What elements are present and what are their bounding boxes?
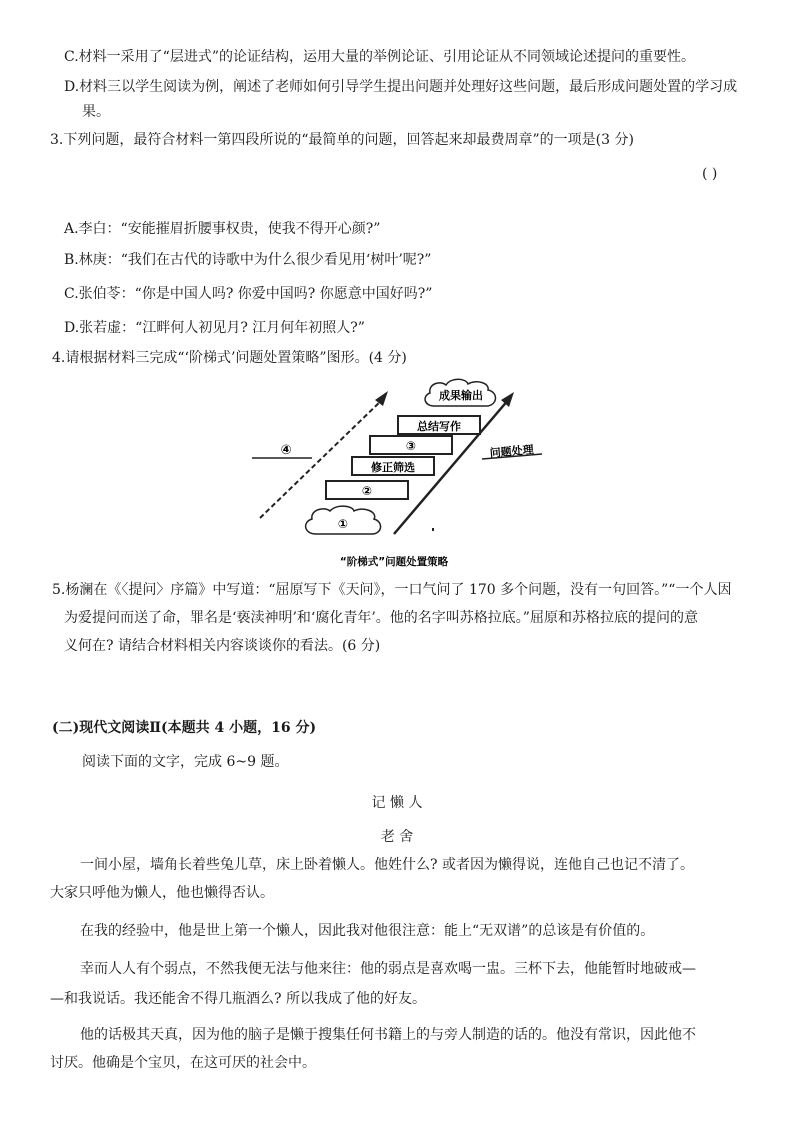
article-p1-line1: 一间小屋，墙角长着些兔儿草，床上卧着懒人。他姓什么? 或者因为懒得说，连他自己也记不清了。 xyxy=(80,857,694,873)
article-p3-line1: 幸而人人有个弱点，不然我便无法与他来往：他的弱点是喜欢喝一盅。三杯下去，他能暂时地破戒— xyxy=(80,961,696,977)
q2-option-c: C.材料一采用了“层进式”的论证结构，运用大量的举例论证、引用论证从不同领域论述提问的重要性。 xyxy=(64,49,695,65)
q3-option-b: B.林庚：“我们在古代的诗歌中为什么很少看见用‘树叶’呢?” xyxy=(64,252,432,268)
bottom-cloud-label: ① xyxy=(337,517,349,531)
right-label-problem-handling: 问题处理 xyxy=(489,443,535,460)
step-revise-filter-label: 修正筛选 xyxy=(371,461,415,474)
q3-stem: 3.下列问题，最符合材料一第四段所说的“最简单的问题，回答起来却最费周章”的一项是(3 分) xyxy=(50,132,634,148)
staircase-diagram-svg xyxy=(246,376,546,571)
q3-answer-bracket: ( ) xyxy=(702,166,718,182)
q5-line2: 为爱提问而送了命，罪名是‘亵渎神明’和‘腐化青年’。他的名字叫苏格拉底。”屈原和苏格拉底的提问的意 xyxy=(64,610,698,626)
article-p4-line1: 他的话极其天真，因为他的脑子是懒于搜集任何书籍上的与旁人制造的话的。他没有常识，因此他不 xyxy=(80,1027,696,1043)
q4-stem: 4.请根据材料三完成“‘阶梯式’问题处置策略”图形。(4 分) xyxy=(52,350,407,366)
step-3-label: ③ xyxy=(405,439,417,453)
q2-option-d-line2: 果。 xyxy=(82,104,110,120)
step-2-label: ② xyxy=(361,484,373,498)
step-summary-writing-label: 总结写作 xyxy=(417,420,461,433)
top-cloud-label: 成果输出 xyxy=(439,389,483,402)
article-title: 记 懒 人 xyxy=(371,795,423,811)
q3-option-c: C.张伯苓：“你是中国人吗? 你爱中国吗? 你愿意中国好吗?” xyxy=(64,286,433,302)
small-mark xyxy=(432,528,434,531)
staircase-diagram xyxy=(246,376,546,571)
left-label-4: ④ xyxy=(280,443,292,458)
article-p2: 在我的经验中，他是世上第一个懒人，因此我对他很注意：能上“无双谱”的总该是有价值的。 xyxy=(80,923,655,939)
q3-option-d: D.张若虚：“江畔何人初见月? 江月何年初照人?” xyxy=(64,320,365,336)
article-p4-line2: 讨厌。他确是个宝贝，在这可厌的社会中。 xyxy=(50,1055,316,1071)
article-author: 老 舍 xyxy=(380,829,414,845)
section2-heading: (二)现代文阅读Ⅱ(本题共 4 小题，16 分) xyxy=(52,720,317,736)
q2-option-d-line1: D.材料三以学生阅读为例，阐述了老师如何引导学生提出问题并处理好这些问题，最后形成问题处置的学习成 xyxy=(64,79,738,95)
q5-line3: 义何在? 请结合材料相关内容谈谈你的看法。(6 分) xyxy=(64,638,381,654)
article-p3-line2: —和我说话。我还能舍不得几瓶酒么? 所以我成了他的好友。 xyxy=(50,991,426,1007)
diagram-caption: “阶梯式”问题处置策略 xyxy=(339,556,449,568)
q3-option-a: A.李白：“安能摧眉折腰事权贵，使我不得开心颜?” xyxy=(64,221,381,237)
article-p1-line2: 大家只呼他为懒人，他也懒得否认。 xyxy=(50,885,274,901)
section2-instruction: 阅读下面的文字，完成 6~9 题。 xyxy=(82,754,289,770)
q5-line1: 5.杨澜在《〈提问〉序篇》中写道：“屈原写下《天问》，一口气问了 170 多个问题，没有一句回答。”“一个人因 xyxy=(52,582,732,598)
